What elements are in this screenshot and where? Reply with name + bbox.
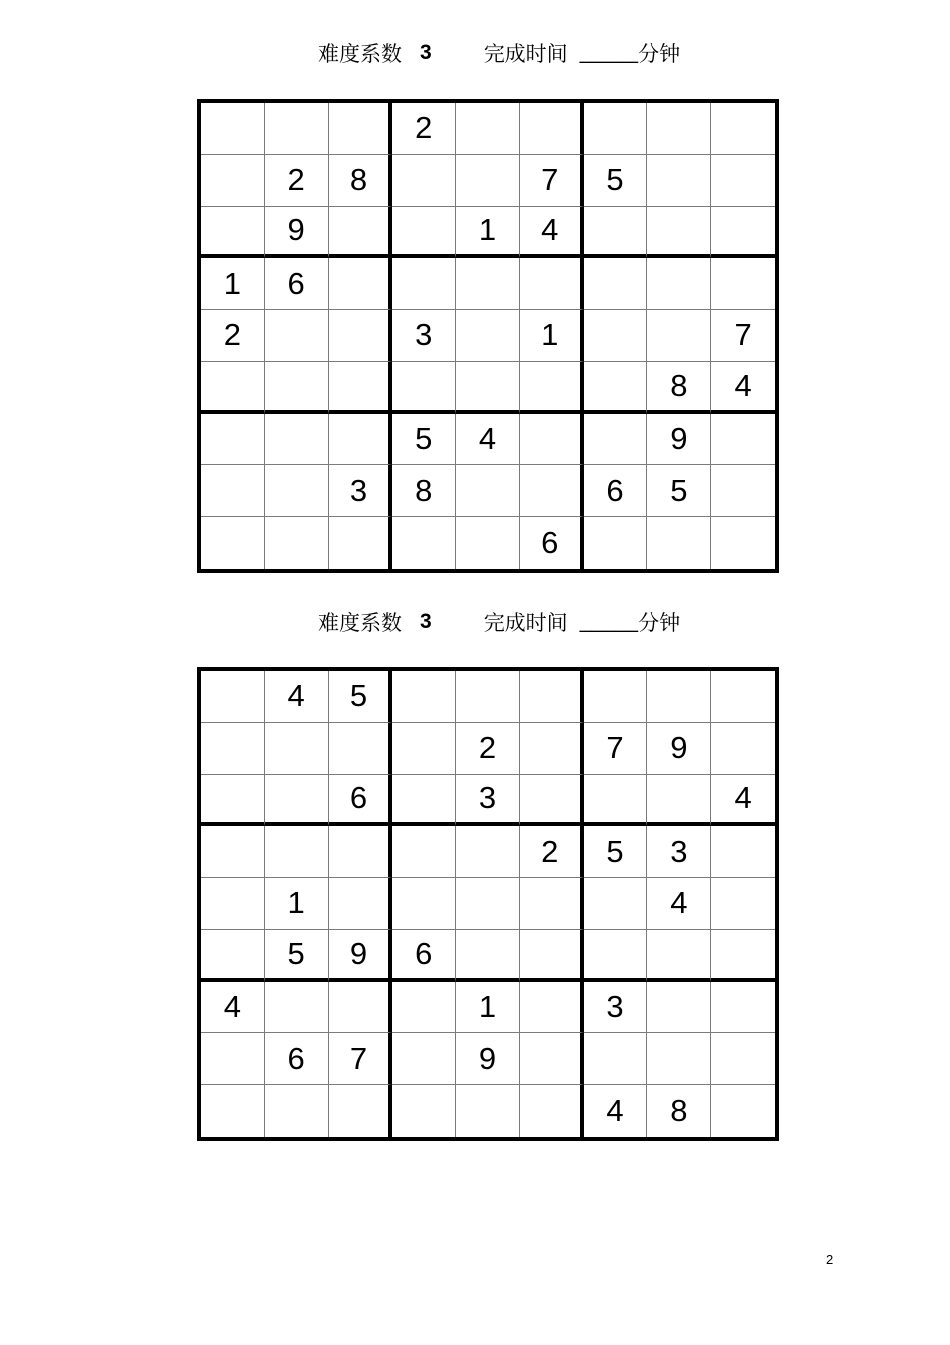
- sudoku-cell: 1: [201, 258, 265, 310]
- sudoku-cell: [711, 465, 775, 517]
- sudoku-cell: [265, 465, 329, 517]
- sudoku-cell: 2: [265, 155, 329, 207]
- sudoku-cell: [456, 258, 520, 310]
- sudoku-cell: [584, 207, 648, 259]
- sudoku-cell: [520, 465, 584, 517]
- sudoku-cell: [456, 103, 520, 155]
- sudoku-cell: [265, 103, 329, 155]
- sudoku-cell: [201, 723, 265, 775]
- sudoku-cell: [456, 1085, 520, 1137]
- sudoku-cell: [711, 1033, 775, 1085]
- sudoku-cell: [647, 671, 711, 723]
- sudoku-cell: 8: [329, 155, 393, 207]
- sudoku-cell: 2: [520, 826, 584, 878]
- sudoku-cell: 9: [265, 207, 329, 259]
- sudoku-cell: [456, 310, 520, 362]
- sudoku-cell: [647, 155, 711, 207]
- sudoku-cell: [520, 414, 584, 466]
- sudoku-cell: [329, 414, 393, 466]
- sudoku-cell: 1: [265, 878, 329, 930]
- sudoku-cell: [201, 414, 265, 466]
- sudoku-cell: [456, 517, 520, 569]
- sudoku-cell: 6: [265, 1033, 329, 1085]
- sudoku-cell: [265, 723, 329, 775]
- time-blank: _____: [579, 610, 639, 633]
- sudoku-cell: 3: [584, 982, 648, 1034]
- sudoku-cell: [520, 362, 584, 414]
- sudoku-cell: [711, 878, 775, 930]
- sudoku-grid-1: [197, 99, 779, 573]
- sudoku-cell: [265, 826, 329, 878]
- sudoku-cell: [711, 1085, 775, 1137]
- sudoku-cell: [201, 775, 265, 827]
- sudoku-cell: [456, 878, 520, 930]
- sudoku-cell: [584, 414, 648, 466]
- sudoku-cell: [711, 414, 775, 466]
- sudoku-cell: [584, 258, 648, 310]
- sudoku-cell: 4: [647, 878, 711, 930]
- sudoku-cell: [520, 878, 584, 930]
- sudoku-cell: [647, 207, 711, 259]
- sudoku-cell: [520, 1085, 584, 1137]
- sudoku-cell: [329, 362, 393, 414]
- sudoku-cell: [584, 103, 648, 155]
- sudoku-cell: [584, 930, 648, 982]
- sudoku-cell: 5: [584, 155, 648, 207]
- sudoku-cell: 2: [392, 103, 456, 155]
- sudoku-cell: [584, 775, 648, 827]
- sudoku-cell: 6: [329, 775, 393, 827]
- sudoku-cell: [520, 723, 584, 775]
- sudoku-cell: 5: [584, 826, 648, 878]
- sudoku-cell: 7: [584, 723, 648, 775]
- sudoku-cell: [520, 671, 584, 723]
- sudoku-cell: 4: [520, 207, 584, 259]
- sudoku-cell: 9: [647, 723, 711, 775]
- sudoku-cell: [265, 517, 329, 569]
- sudoku-cell: [265, 775, 329, 827]
- sudoku-cell: [647, 103, 711, 155]
- sudoku-cell: 7: [520, 155, 584, 207]
- sudoku-cell: [201, 878, 265, 930]
- sudoku-cell: [456, 671, 520, 723]
- sudoku-cell: 3: [456, 775, 520, 827]
- time-label: 完成时间: [483, 42, 568, 66]
- time-unit: 分钟: [638, 611, 681, 635]
- sudoku-cell: [392, 155, 456, 207]
- sudoku-grid-2: [197, 667, 779, 1141]
- sudoku-cell: 4: [201, 982, 265, 1034]
- sudoku-cell: 5: [392, 414, 456, 466]
- sudoku-cell: [711, 517, 775, 569]
- sudoku-cell: 8: [392, 465, 456, 517]
- sudoku-cell: [520, 1033, 584, 1085]
- sudoku-cell: [392, 826, 456, 878]
- sudoku-cell: 6: [392, 930, 456, 982]
- sudoku-cell: [265, 310, 329, 362]
- sudoku-cell: [392, 775, 456, 827]
- sudoku-cell: [456, 826, 520, 878]
- sudoku-cell: 1: [456, 982, 520, 1034]
- sudoku-cell: [329, 826, 393, 878]
- sudoku-cell: [265, 414, 329, 466]
- sudoku-cell: [392, 671, 456, 723]
- sudoku-cell: [329, 723, 393, 775]
- sudoku-cell: [265, 1085, 329, 1137]
- sudoku-cell: [647, 1033, 711, 1085]
- sudoku-cell: [711, 155, 775, 207]
- sudoku-cell: [584, 362, 648, 414]
- sudoku-cell: [647, 258, 711, 310]
- sudoku-cell: [711, 103, 775, 155]
- sudoku-cell: [647, 517, 711, 569]
- difficulty-label: 难度系数: [318, 42, 402, 66]
- sudoku-cell: [201, 1085, 265, 1137]
- sudoku-cell: [392, 517, 456, 569]
- sudoku-cell: [584, 310, 648, 362]
- sudoku-cell: [456, 362, 520, 414]
- sudoku-cell: [392, 1085, 456, 1137]
- sudoku-cell: [201, 826, 265, 878]
- sudoku-cell: [392, 1033, 456, 1085]
- sudoku-cell: [201, 930, 265, 982]
- sudoku-cell: [647, 310, 711, 362]
- sudoku-cell: 1: [520, 310, 584, 362]
- sudoku-cell: 5: [265, 930, 329, 982]
- sudoku-cell: [520, 775, 584, 827]
- sudoku-cell: [392, 362, 456, 414]
- sudoku-cell: [329, 517, 393, 569]
- difficulty-value: 3: [420, 41, 432, 64]
- sudoku-cell: [392, 207, 456, 259]
- difficulty-value: 3: [420, 610, 432, 633]
- sudoku-cell: [584, 1033, 648, 1085]
- page-number: 2: [826, 1252, 834, 1267]
- sudoku-cell: [711, 982, 775, 1034]
- time-blank: _____: [579, 41, 639, 64]
- sudoku-cell: [647, 982, 711, 1034]
- sudoku-cell: [201, 1033, 265, 1085]
- sudoku-cell: [329, 878, 393, 930]
- sudoku-cell: 6: [584, 465, 648, 517]
- sudoku-cell: 4: [711, 362, 775, 414]
- sudoku-cell: 6: [265, 258, 329, 310]
- sudoku-cell: [584, 878, 648, 930]
- sudoku-cell: 3: [329, 465, 393, 517]
- sudoku-cell: [392, 878, 456, 930]
- sudoku-cell: [329, 310, 393, 362]
- sudoku-cell: 8: [647, 1085, 711, 1137]
- sudoku-cell: [584, 671, 648, 723]
- sudoku-cell: [456, 465, 520, 517]
- sudoku-cell: [329, 1085, 393, 1137]
- sudoku-cell: 5: [647, 465, 711, 517]
- sudoku-cell: [584, 517, 648, 569]
- sudoku-cell: [392, 258, 456, 310]
- sudoku-cell: [201, 155, 265, 207]
- sudoku-cell: 9: [647, 414, 711, 466]
- sudoku-cell: 2: [456, 723, 520, 775]
- sudoku-cell: [456, 930, 520, 982]
- sudoku-cell: [456, 155, 520, 207]
- sudoku-cell: 4: [711, 775, 775, 827]
- sudoku-cell: [201, 517, 265, 569]
- time-unit: 分钟: [638, 42, 681, 66]
- sudoku-cell: 5: [329, 671, 393, 723]
- puzzle-2-header: [318, 607, 680, 637]
- sudoku-cell: [201, 103, 265, 155]
- sudoku-cell: [520, 103, 584, 155]
- sudoku-cell: 9: [456, 1033, 520, 1085]
- sudoku-cell: [201, 465, 265, 517]
- sudoku-cell: 1: [456, 207, 520, 259]
- sudoku-cell: [392, 723, 456, 775]
- sudoku-cell: 7: [711, 310, 775, 362]
- sudoku-cell: 7: [329, 1033, 393, 1085]
- sudoku-cell: 8: [647, 362, 711, 414]
- sudoku-cell: [265, 362, 329, 414]
- sudoku-cell: [711, 930, 775, 982]
- sudoku-cell: [392, 982, 456, 1034]
- sudoku-cell: [711, 258, 775, 310]
- sudoku-cell: [201, 207, 265, 259]
- sudoku-cell: 3: [647, 826, 711, 878]
- sudoku-cell: 2: [201, 310, 265, 362]
- sudoku-cell: [329, 103, 393, 155]
- sudoku-cell: [711, 826, 775, 878]
- sudoku-cell: 4: [265, 671, 329, 723]
- sudoku-cell: [711, 671, 775, 723]
- sudoku-cell: 9: [329, 930, 393, 982]
- sudoku-cell: [265, 982, 329, 1034]
- difficulty-label: 难度系数: [318, 611, 402, 635]
- sudoku-cell: [520, 930, 584, 982]
- sudoku-cell: 6: [520, 517, 584, 569]
- sudoku-cell: [711, 207, 775, 259]
- sudoku-cell: [520, 258, 584, 310]
- sudoku-cell: [329, 258, 393, 310]
- sudoku-cell: [647, 930, 711, 982]
- sudoku-cell: [329, 207, 393, 259]
- sudoku-cell: 4: [584, 1085, 648, 1137]
- sudoku-cell: [647, 775, 711, 827]
- sudoku-cell: 4: [456, 414, 520, 466]
- sudoku-cell: [520, 982, 584, 1034]
- sudoku-cell: [201, 362, 265, 414]
- puzzle-1-header: [318, 38, 680, 68]
- sudoku-cell: [201, 671, 265, 723]
- sudoku-cell: [329, 982, 393, 1034]
- time-label: 完成时间: [483, 611, 568, 635]
- sudoku-cell: [711, 723, 775, 775]
- sudoku-cell: 3: [392, 310, 456, 362]
